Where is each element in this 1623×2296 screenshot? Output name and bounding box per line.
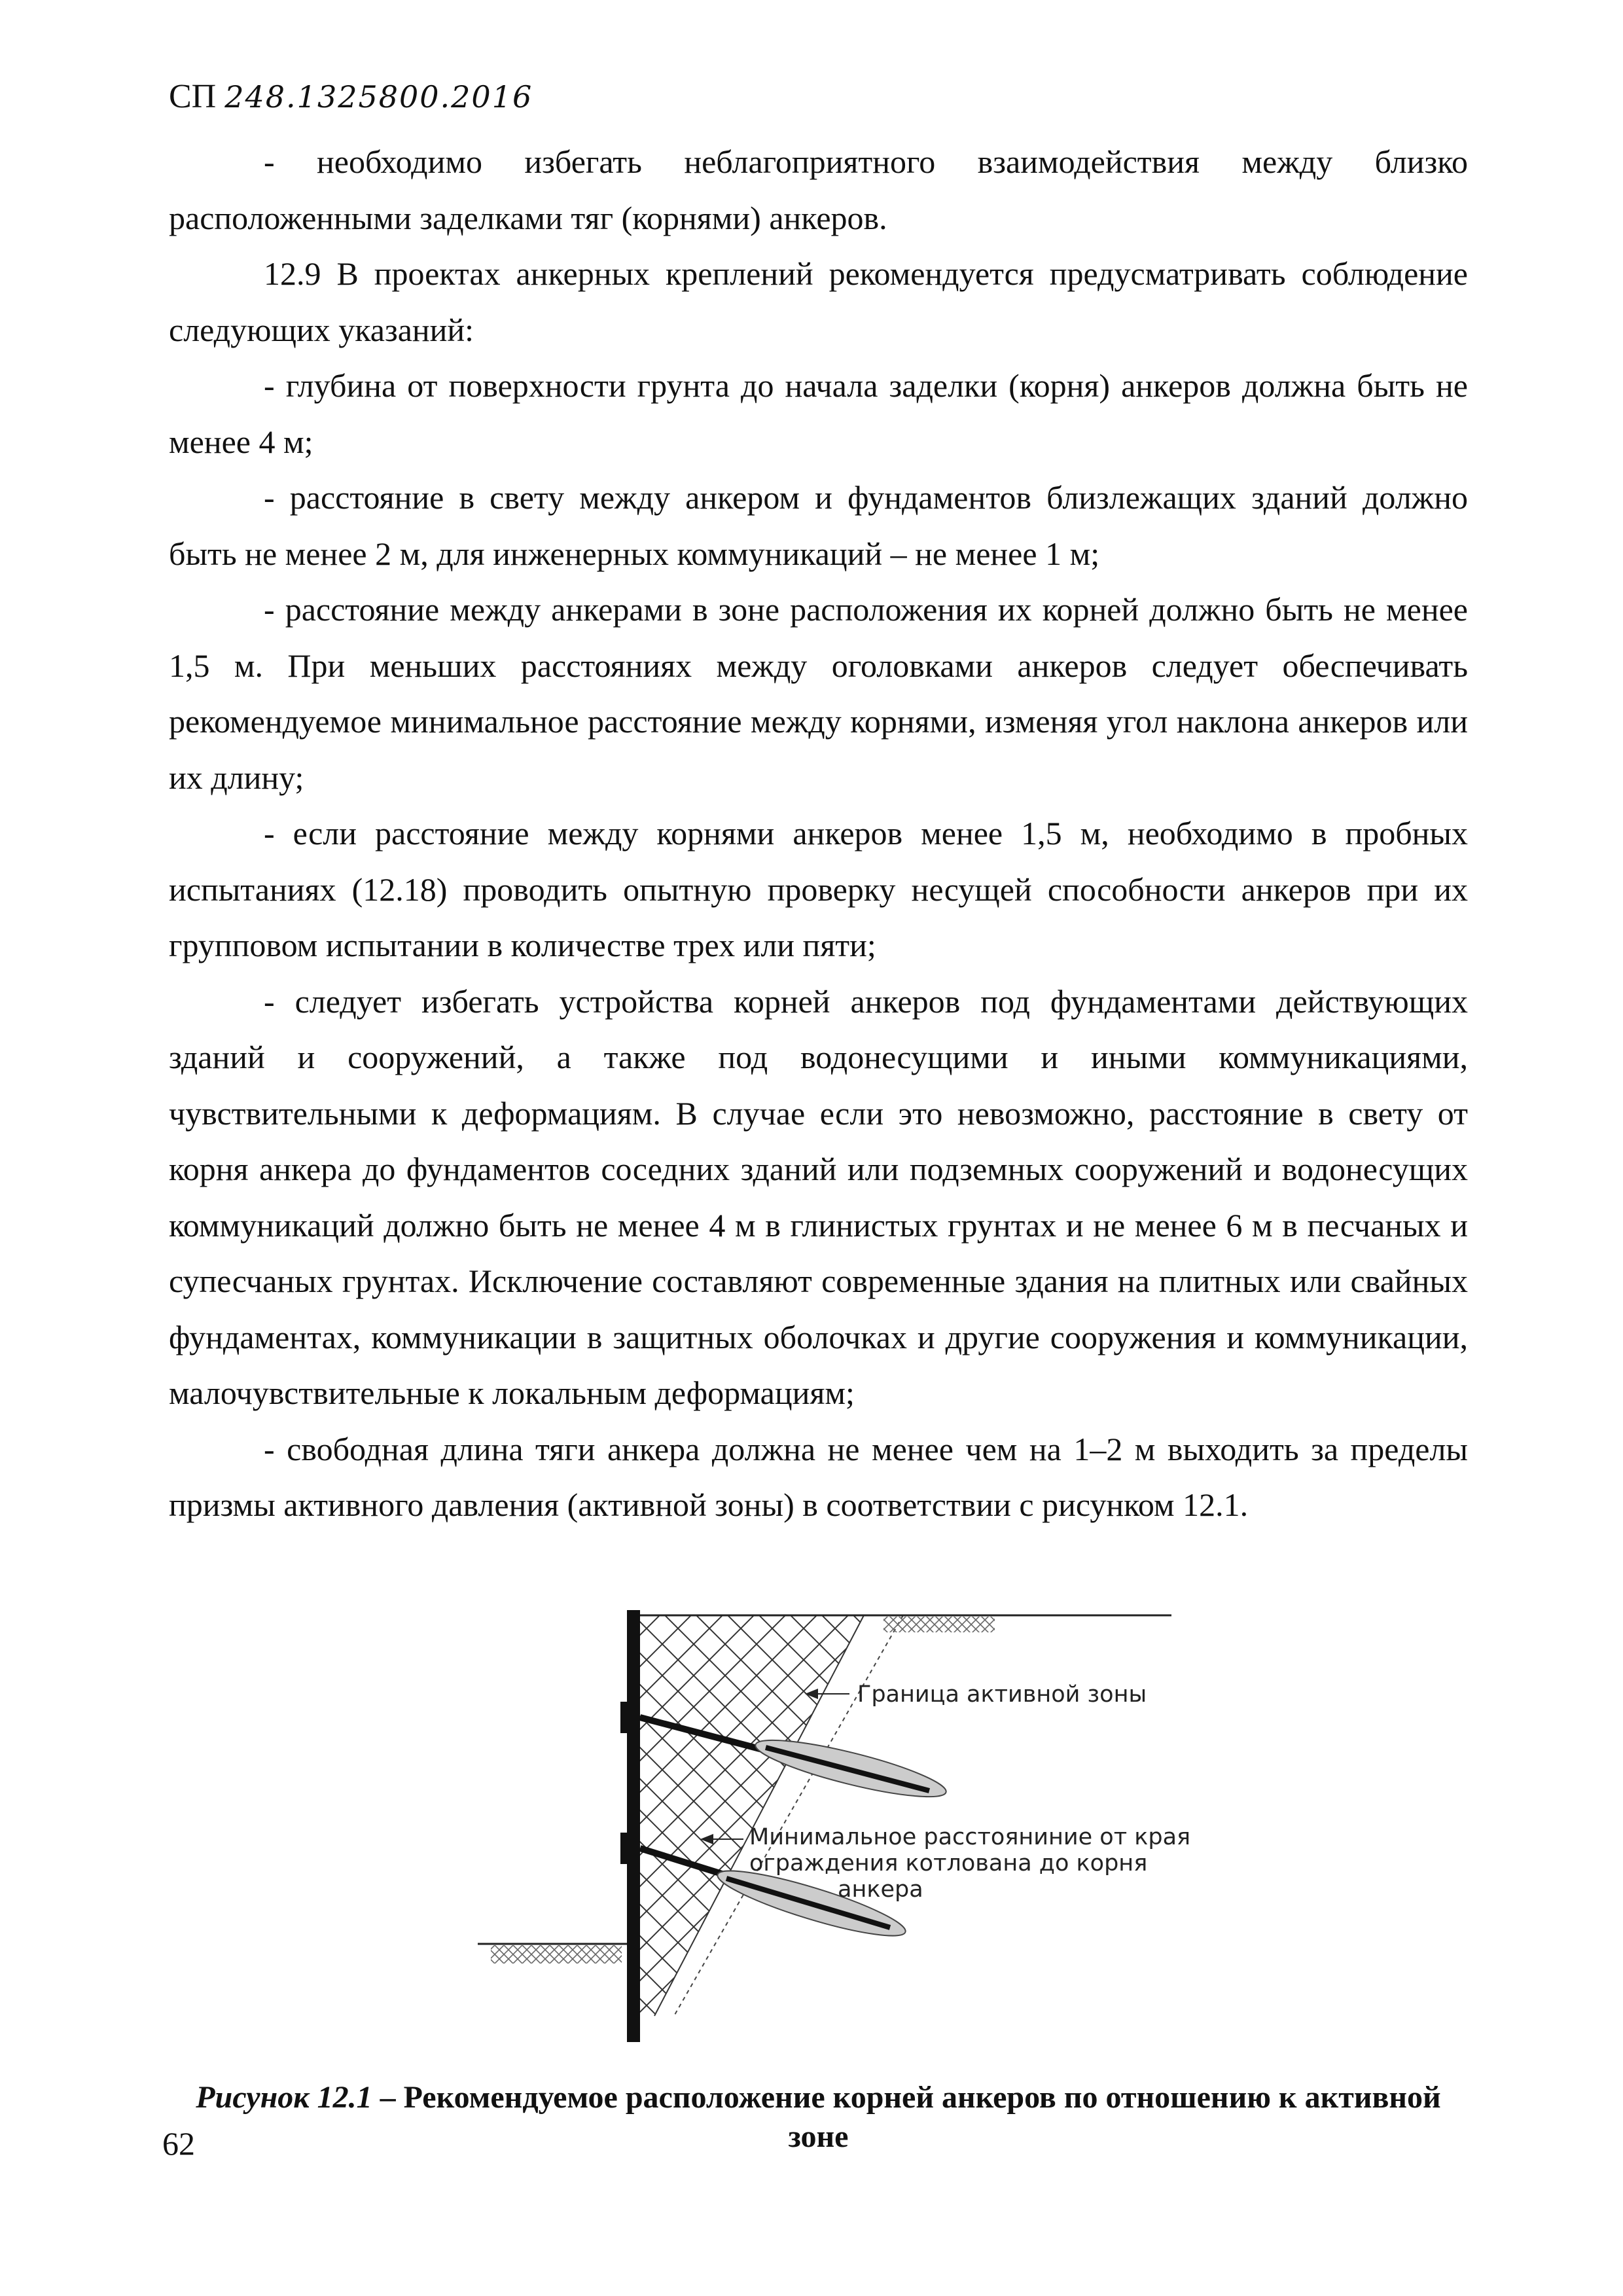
page-number: 62 [162, 2125, 195, 2162]
anchor-diagram [458, 1597, 1230, 2055]
label-min-distance-line3: анкера [838, 1876, 923, 1903]
caption-number: Рисунок 12.1 [196, 2080, 372, 2115]
body-text [169, 134, 1468, 1534]
active-zone-hatch [628, 1610, 877, 2029]
anchor-head-lower [620, 1833, 627, 1864]
caption-text: Рекомендуемое расположение корней анкеров по отношению к активной зоне [403, 2080, 1441, 2154]
paragraph: 12.9 В проектах анкерных креплений рекомендуется предусматривать соблюдение следующих указаний: [169, 255, 1468, 348]
paragraph: - если расстояние между корнями анкеров менее 1,5 м, необходимо в пробных испытаниях (12.18) проводить опытную проверку несущей способности анкеров при их групповом испытании в количестве трех или пяти; [169, 815, 1468, 963]
anchor-head-upper [620, 1702, 627, 1733]
label-min-distance-line1: Минимальное расстояниние от края [749, 1824, 1191, 1850]
document-code [169, 77, 533, 117]
paragraph: - расстояние в свету между анкером и фундаментов близлежащих зданий должно быть не менее 2 м, для инженерных коммуникаций – не менее 1 м; [169, 479, 1468, 572]
soil-hatch-top [883, 1617, 995, 1632]
caption-dash: – [372, 2080, 404, 2115]
paragraph: - следует избегать устройства корней анкеров под фундаментами действующих зданий и сооружений, а также под водонесущими и иными коммуникациями, чувствительными к деформациям. В случае если это невозможно, расстояние в свету от корня анкера до фундаментов соседних зданий или подземных сооружений и водонесущих коммуникаций должно быть не менее 4 м в глинистых грунтах и не менее 6 м в песчаных и супесчаных грунтах. Исключение составляют современные здания на плитных или свайных фундаментах, коммуникации в защитных оболочках и другие сооружения и коммуникации, малочувствительные к локальным деформациям; [169, 982, 1468, 1411]
paragraph: - свободная длина тяги анкера должна не менее чем на 1–2 м выходить за пределы призмы активного давления (активной зоны) в соответствии с рисунком 12.1. [169, 1430, 1468, 1523]
handwritten-code: 248.1325800.2016 [224, 79, 533, 115]
paragraph: - глубина от поверхности грунта до начала заделки (корня) анкеров должна быть не менее 4 м; [169, 367, 1468, 460]
label-min-distance-line2: ограждения котлована до корня [749, 1850, 1148, 1876]
figure-caption [169, 2078, 1468, 2157]
soil-hatch-bottom [491, 1945, 622, 1964]
retaining-wall [627, 1610, 640, 2042]
paragraph: - расстояние между анкерами в зоне расположения их корней должно быть не менее 1,5 м. При меньших расстояниях между оголовками анкеров следует обеспечивать рекомендуемое минимальное расстояние между корнями, изменяя угол наклона анкеров или их длину; [169, 591, 1468, 796]
paragraph: - необходимо избегать неблагоприятного взаимодействия между близко расположенными заделками тяг (корнями) анкеров. [169, 143, 1468, 236]
label-active-zone-boundary: Граница активной зоны [857, 1681, 1147, 1708]
document-code-prefix: СП [169, 78, 217, 115]
